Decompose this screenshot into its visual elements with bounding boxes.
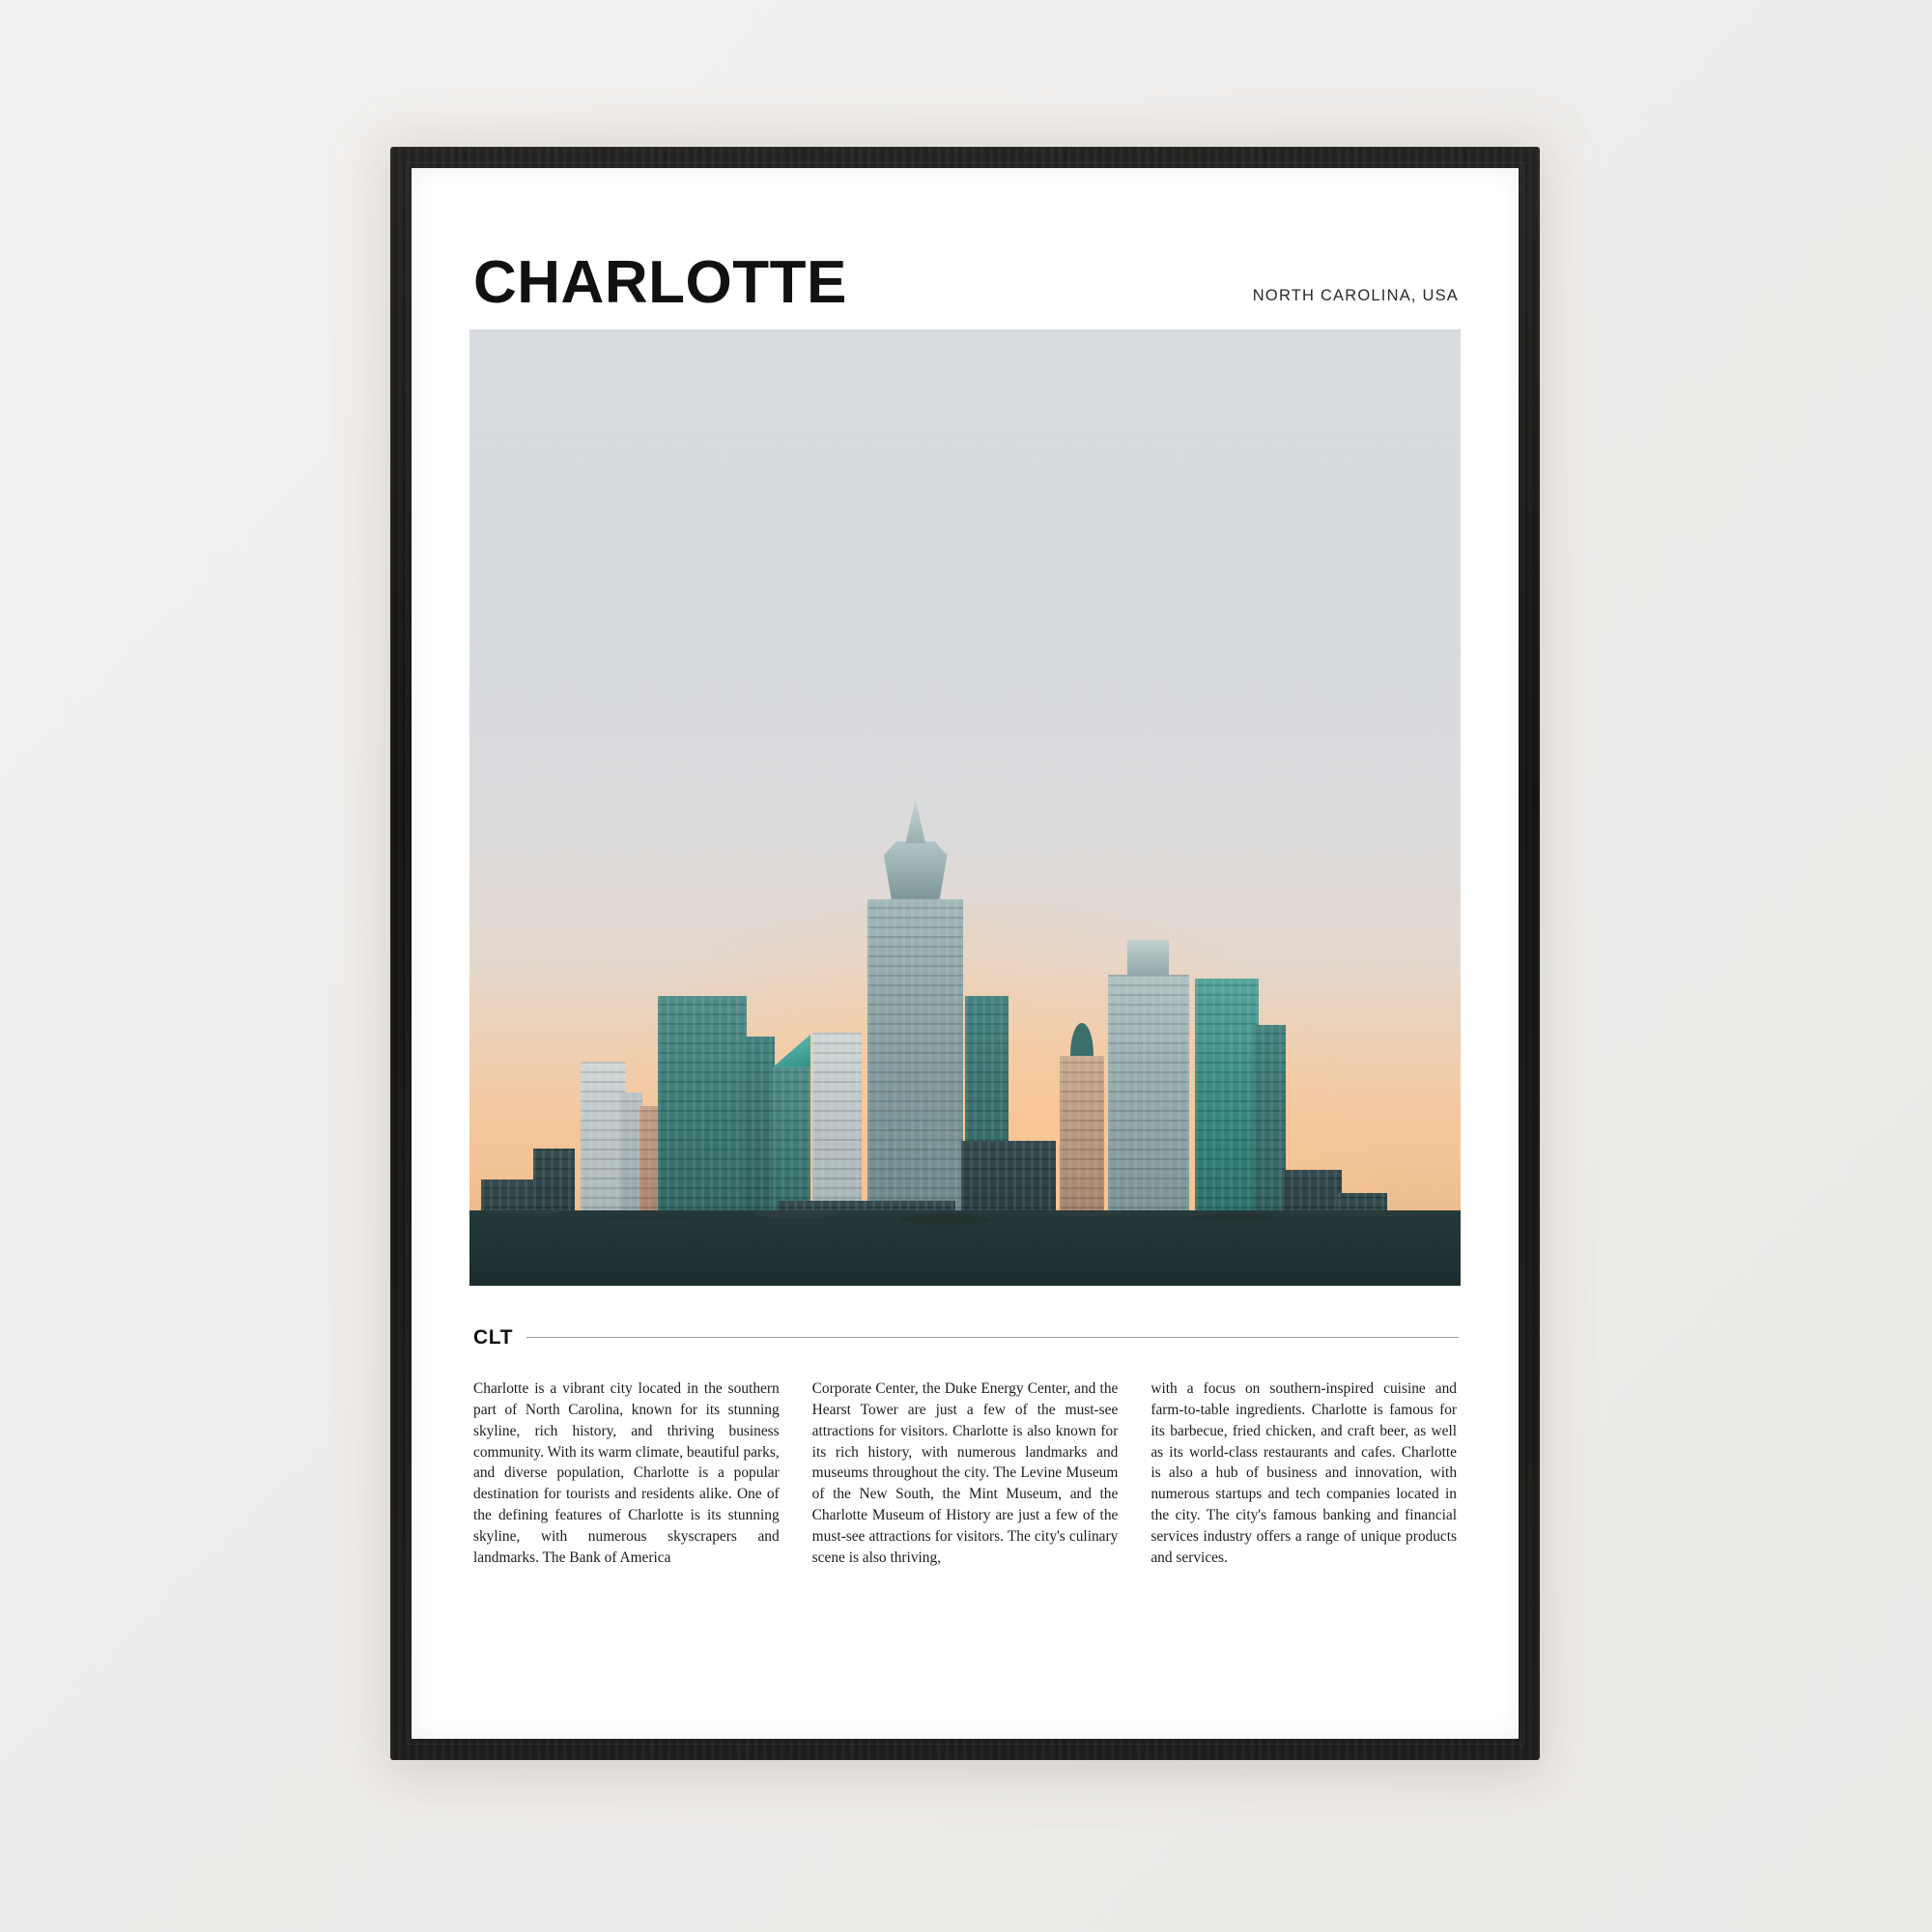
poster-header [469, 249, 1461, 316]
tower-setback [1127, 940, 1169, 975]
paragraph-text: Corporate Center, the Duke Energy Center, and the Hearst Tower are just a few of the must-see attractions for visitors. Charlotte is also known for its rich history, with numerous landmarks and museums throughout the city. The Levine Museum of the New South, the Mint Museum, and the Charlotte Museum of History are just a few of the must-see attractions for visitors. The city's culinary scene is also thriving, [811, 1379, 1119, 1566]
tower-crown [884, 841, 948, 899]
description-column-2 [812, 1378, 1119, 1569]
airport-code: CLT [473, 1325, 514, 1349]
airport-code-row [469, 1326, 1461, 1350]
city-skyline [469, 957, 1461, 1286]
skyline-photo [469, 329, 1461, 1286]
treeline [469, 1210, 1461, 1286]
dome-roof [1070, 1023, 1094, 1056]
description-column-1 [473, 1378, 780, 1569]
poster-location-subtitle: NORTH CAROLINA, USA [1252, 286, 1459, 304]
horizontal-rule [526, 1337, 1459, 1338]
page-title: CHARLOTTE [473, 249, 847, 316]
description-columns [469, 1378, 1461, 1569]
paragraph-text: Charlotte is a vibrant city located in the southern part of North Carolina, known for its stunning skyline, rich history, and thriving business community. With its warm climate, beautiful parks, and diverse population, Charlotte is a popular destination for tourists and residents alike. One of the defining features of Charlotte is its stunning skyline, with numerous skyscrapers and landmarks. The Bank of America [473, 1379, 780, 1566]
description-column-3 [1151, 1378, 1457, 1569]
paragraph-text: with a focus on southern-inspired cuisine and farm-to-table ingredients. Charlotte is famous for its barbecue, fried chicken, and craft beer, as well as its world-class restaurants and cafes. Charlotte is also a hub of business and innovation, with numerous startups and tech companies located in the city. The city's famous banking and financial services industry offers a range of unique products and services. [1151, 1379, 1458, 1566]
poster [412, 168, 1519, 1739]
picture-frame [390, 147, 1540, 1760]
glass-roof-wedge [773, 1035, 810, 1067]
